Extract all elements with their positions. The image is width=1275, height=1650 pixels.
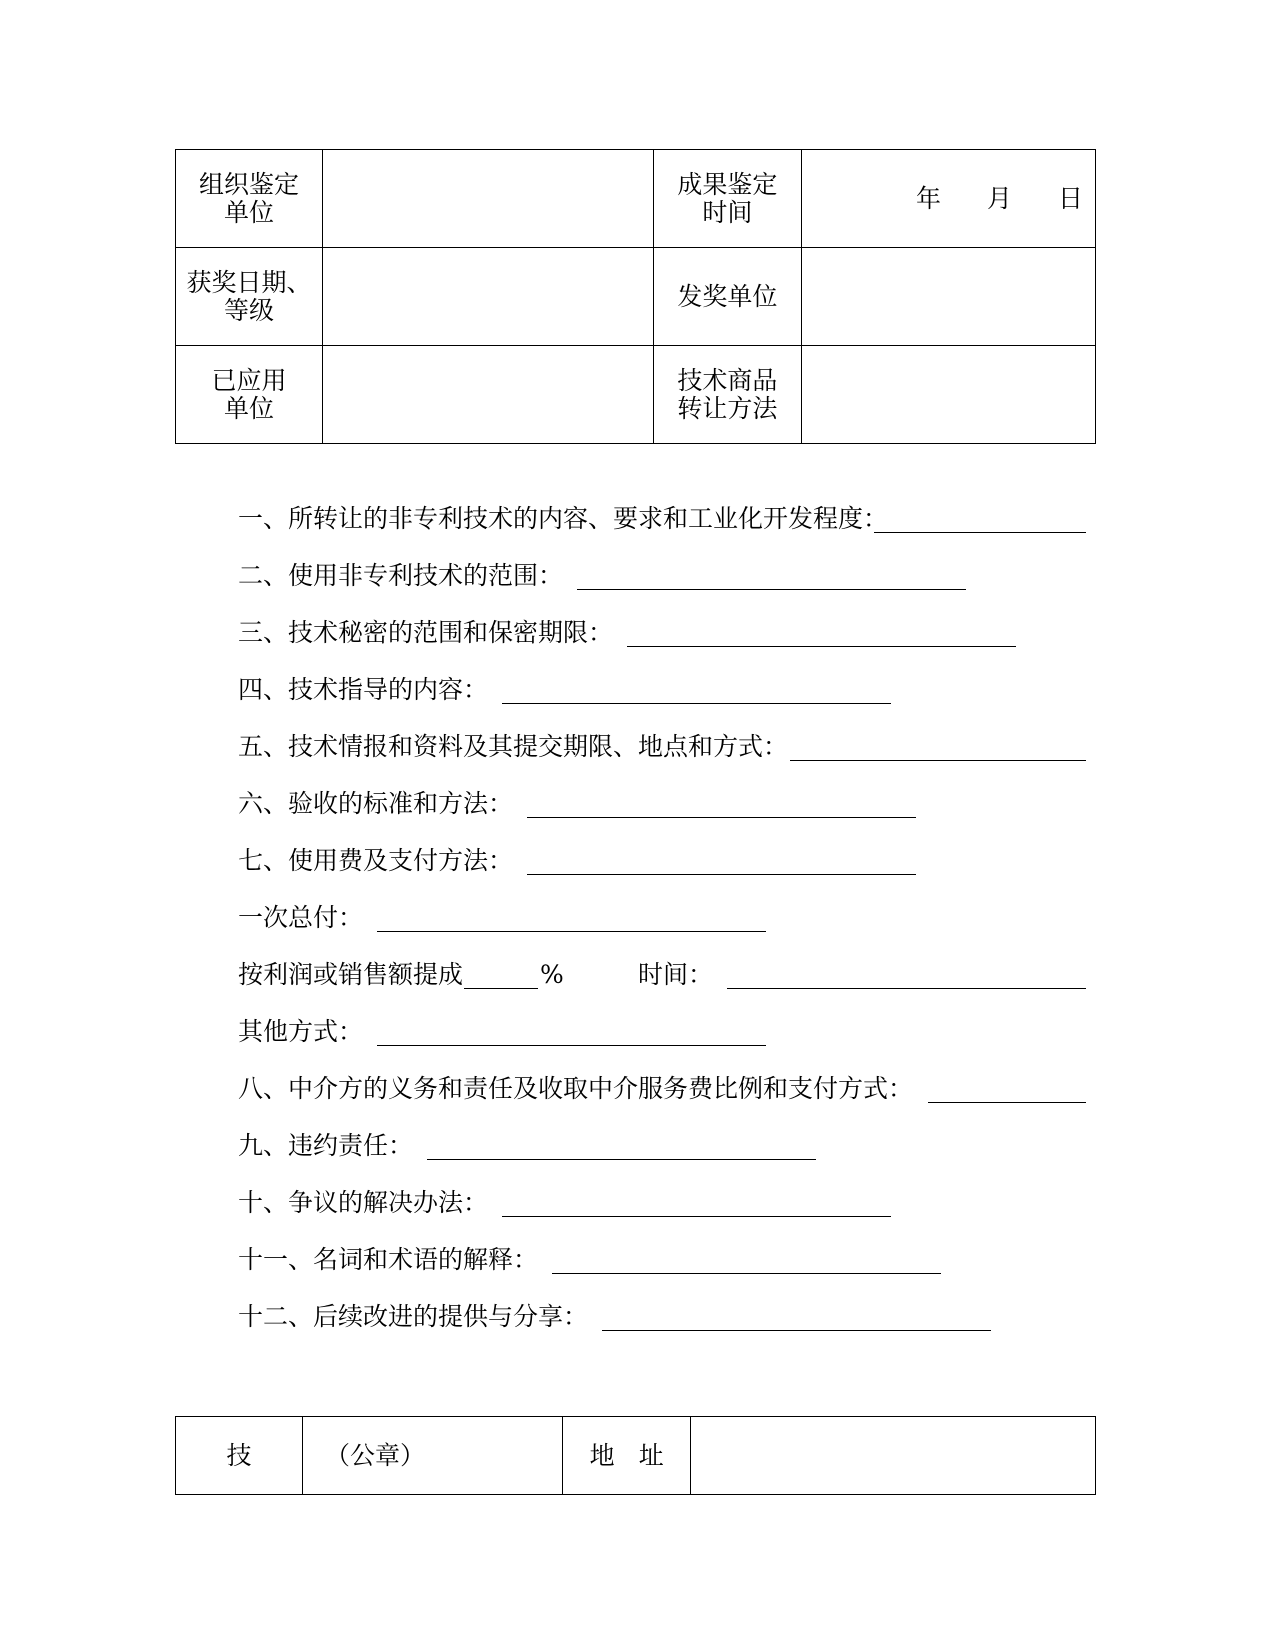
clause-4-text: 四、技术指导的内容： [238,675,489,704]
clause-7-blank[interactable] [527,874,916,875]
clause-2-blank[interactable] [577,589,966,590]
address-label-char-2: 址 [638,1440,664,1470]
clause-7 [238,846,513,876]
royalty-time-blank[interactable] [727,988,1086,989]
clause-4 [238,675,488,705]
clause-10-blank[interactable] [502,1216,891,1217]
table-row [176,248,1096,346]
applied-org-label-text: 已应用 单位 [211,365,287,423]
clause-2 [238,561,563,591]
date-year-label: 年 [915,183,941,213]
applied-org-label [176,346,323,444]
award-date-label [176,248,323,346]
party-label [176,1417,303,1495]
clause-3 [238,618,613,648]
clause-3-blank[interactable] [627,646,1016,647]
date-month-label: 月 [986,183,1012,213]
clause-6-blank[interactable] [527,817,916,818]
lump-sum-text: 一次总付： [238,903,364,932]
address-label-char-1: 地 [589,1440,615,1470]
clause-9 [238,1131,413,1161]
clause-8 [238,1074,913,1104]
clause-1-text: 一、所转让的非专利技术的内容、要求和工业化开发程度： [238,504,889,533]
table-row [176,150,1096,248]
appraisal-org-label-text: 组织鉴定 单位 [199,169,300,227]
clause-2-text: 二、使用非专利技术的范围： [238,561,564,590]
royalty-time-text: 时间： [638,960,714,989]
award-date-label-text: 获奖日期、 等级 [186,267,312,325]
clause-3-text: 三、技术秘密的范围和保密期限： [238,618,614,647]
award-org-label [653,248,802,346]
royalty-text: 按利润或销售额提成 [238,960,464,989]
appraisal-time-label-text: 成果鉴定 时间 [677,169,778,227]
clause-12 [238,1302,588,1332]
clause-9-blank[interactable] [427,1159,816,1160]
signature-table [175,1416,1096,1495]
percent-sign [540,960,564,990]
lump-sum-line [238,903,363,933]
percent-sign-text: % [540,960,564,989]
clause-6-text: 六、验收的标准和方法： [238,789,514,818]
clause-10 [238,1188,488,1218]
table-row [176,346,1096,444]
appraisal-org-field[interactable] [323,150,653,248]
address-label [563,1417,691,1495]
clause-1 [238,504,888,534]
award-org-field[interactable] [802,248,1096,346]
clause-12-blank[interactable] [602,1330,991,1331]
address-field[interactable] [691,1417,1096,1495]
clause-9-text: 九、违约责任： [238,1131,414,1160]
transfer-method-label-text: 技术商品 转让方法 [677,365,778,423]
royalty-percent-blank[interactable] [464,988,538,989]
seal-field[interactable] [302,1417,562,1495]
clause-8-text: 八、中介方的义务和责任及收取中介服务费比例和支付方式： [238,1074,914,1103]
other-method-line [238,1017,363,1047]
clause-5-blank[interactable] [790,760,1086,761]
date-day-label: 日 [1057,183,1083,213]
clause-1-blank[interactable] [874,532,1086,533]
royalty-line [238,960,463,990]
other-method-text: 其他方式： [238,1017,364,1046]
clause-6 [238,789,513,819]
transfer-method-field[interactable] [802,346,1096,444]
appraisal-org-label [176,150,323,248]
clause-7-text: 七、使用费及支付方法： [238,846,514,875]
clause-4-blank[interactable] [502,703,891,704]
seal-label: （公章） [324,1440,425,1470]
table-row [176,1417,1096,1495]
royalty-time-label [638,960,713,990]
clause-5 [238,732,788,762]
other-method-blank[interactable] [377,1045,766,1046]
appraisal-time-label [653,150,802,248]
lump-sum-blank[interactable] [377,931,766,932]
clause-11-text: 十一、名词和术语的解释： [238,1245,539,1274]
transfer-method-label [653,346,802,444]
appraisal-date-field[interactable] [802,150,1096,248]
clause-12-text: 十二、后续改进的提供与分享： [238,1302,589,1331]
party-label-text: 技 [226,1440,252,1470]
clause-11 [238,1245,538,1275]
clause-8-blank[interactable] [928,1102,1086,1103]
achievement-info-table [175,149,1096,444]
award-date-field[interactable] [323,248,653,346]
clause-5-text: 五、技术情报和资料及其提交期限、地点和方式： [238,732,789,761]
applied-org-field[interactable] [323,346,653,444]
clause-11-blank[interactable] [552,1273,941,1274]
clause-10-text: 十、争议的解决办法： [238,1188,489,1217]
award-org-label-text: 发奖单位 [677,281,778,311]
